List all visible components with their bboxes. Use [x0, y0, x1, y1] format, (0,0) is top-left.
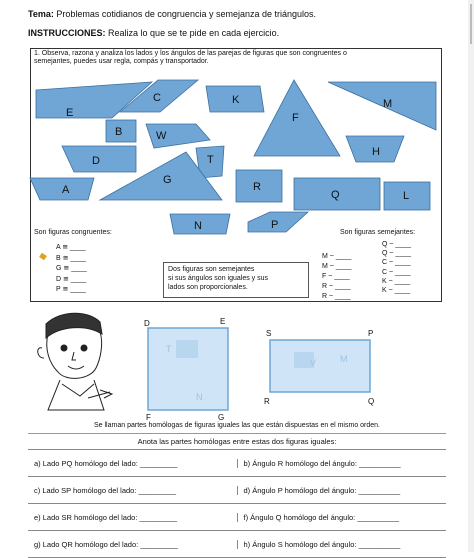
table-row: [28, 450, 446, 477]
label-K: K: [232, 94, 240, 106]
faint-label-M: M: [340, 354, 348, 364]
congruent-item: P ≅ ____: [56, 286, 86, 293]
question-a: a) Lado PQ homólogo del lado: _________: [34, 458, 178, 468]
label-Q: Q: [331, 189, 340, 201]
child-illustration-icon: [38, 313, 112, 410]
tema-label: Tema:: [28, 9, 54, 19]
label-L: L: [403, 190, 410, 202]
label-F: F: [292, 112, 299, 124]
congruent-list: [56, 243, 87, 296]
congruent-item: G ≅ ____: [56, 265, 87, 272]
label-W: W: [156, 130, 167, 142]
similar-item: Q ~ ____: [382, 250, 411, 258]
homologous-table: [28, 449, 446, 558]
label-G: G: [163, 174, 172, 186]
faint-label-T: T: [166, 344, 172, 354]
figure-SPQR: [270, 340, 370, 392]
question-b: b) Ángulo R homólogo del ángulo: __________: [237, 459, 447, 468]
table-row: [28, 477, 446, 504]
similar-item: K ~ ____: [382, 287, 411, 295]
congruent-title: Son figuras congruentes:: [34, 229, 112, 236]
label-E: E: [66, 107, 74, 119]
congruent-item: D ≅ ____: [56, 275, 87, 283]
table-title: Anota las partes homólogas entre estas dos figuras iguales:: [137, 437, 337, 446]
shape-M: [328, 82, 436, 130]
question-d: d) Ángulo P homólogo del ángulo: __________: [237, 486, 447, 495]
label-P: P: [271, 219, 279, 231]
prompt-line-1: 1. Observa, razona y analiza los lados y los ángulos de las parejas de figuras que son congruentes o: [34, 50, 347, 57]
question-h: h) Ángulo S homólogo del ángulo: __________: [237, 540, 447, 549]
note-line-2: si sus ángulos son iguales y sus: [168, 275, 268, 282]
rectangle-inner-detail: [176, 340, 198, 358]
question-c: c) Lado SP homólogo del lado: _________: [34, 485, 177, 495]
similar-item: M ~ ____: [322, 263, 352, 270]
prompt-line-2: semejantes, puedes usar regla, compás y transportador.: [34, 58, 209, 65]
label-M: M: [383, 98, 393, 110]
faint-label-N: N: [196, 392, 203, 402]
vertex-Q: Q: [368, 397, 375, 406]
note-line-1: Dos figuras son semejantes: [168, 266, 255, 273]
instructions-text: Realiza lo que se te pide en cada ejercicio.: [108, 28, 280, 38]
vertex-G: G: [218, 413, 225, 422]
vertex-S: S: [266, 329, 272, 338]
label-R: R: [253, 181, 261, 193]
similar-item: R ~ ____: [322, 283, 351, 290]
instructions-label: INSTRUCCIONES:: [28, 28, 106, 38]
table-row: [28, 531, 446, 558]
similar-item: R ~ ____: [322, 293, 351, 300]
similar-item: K ~ ____: [382, 277, 411, 285]
vertex-D: D: [144, 319, 150, 328]
question-g: g) Lado QR homólogo del lado: _________: [34, 539, 178, 549]
label-T: T: [207, 154, 214, 166]
table-row: [28, 504, 446, 531]
congruent-item: A ≅ ____: [56, 244, 86, 251]
label-A: A: [62, 184, 70, 196]
homologous-caption: Se llaman partes homólogas de figuras iguales las que están dispuestas en el mismo orden.: [94, 422, 380, 429]
exercise-2-figure: [0, 300, 474, 440]
similar-item: C ~ ____: [382, 268, 411, 276]
similar-item: F ~ ____: [322, 273, 350, 280]
similar-item: Q ~ ____: [382, 241, 411, 248]
faint-label-V: V: [310, 358, 317, 368]
similarity-note: [163, 262, 309, 298]
vertex-F: F: [146, 413, 151, 422]
label-H: H: [372, 146, 380, 158]
similar-title: Son figuras semejantes:: [340, 229, 416, 236]
label-B: B: [115, 126, 123, 138]
similar-right-list: [382, 240, 411, 295]
vertex-R: R: [264, 397, 270, 406]
similar-left-list: [322, 252, 351, 302]
divider: [28, 433, 446, 434]
similar-item: C ~ ____: [382, 259, 411, 267]
congruent-item: B ≅ ____: [56, 254, 86, 262]
vertex-P: P: [368, 329, 374, 338]
vertex-E: E: [220, 317, 226, 326]
label-D: D: [92, 155, 100, 167]
scrollbar-thumb[interactable]: [470, 4, 472, 44]
question-e: e) Lado SR homólogo del lado: _________: [34, 512, 178, 522]
similar-item: M ~ ____: [322, 253, 352, 260]
scrollbar-track[interactable]: [468, 0, 474, 552]
question-f: f) Ángulo Q homólogo del ángulo: __________: [237, 513, 447, 522]
label-N: N: [194, 220, 202, 232]
note-line-3: lados son proporcionales.: [168, 284, 248, 291]
label-C: C: [153, 92, 161, 104]
tema-text: Problemas cotidianos de congruencia y semejanza de triángulos.: [56, 9, 317, 19]
